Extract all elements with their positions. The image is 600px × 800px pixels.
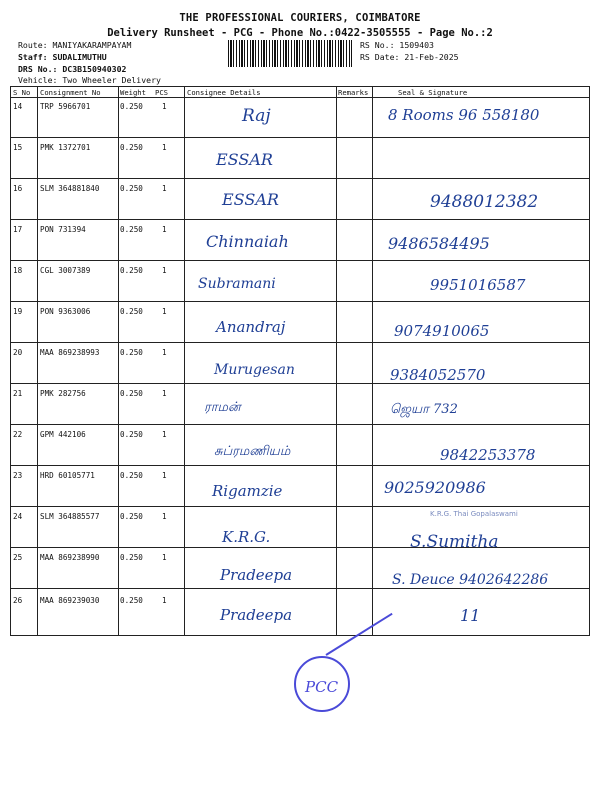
row-sno: 15 (13, 143, 23, 152)
row-weight: 0.250 (120, 307, 143, 316)
col-header-consignment: Consignment No (40, 88, 101, 97)
row-weight: 0.250 (120, 143, 143, 152)
row-weight: 0.250 (120, 553, 143, 562)
row-consignment: GPM 442106 (40, 430, 86, 439)
row-signature-handwritten: 9842253378 (440, 446, 536, 464)
row-signature-handwritten: ஜெயா 732 (390, 402, 458, 417)
row-consignee-handwritten: சுப்ரமணியம் (214, 444, 291, 459)
row-pcs: 1 (162, 184, 167, 193)
row-consignee-handwritten: ESSAR (216, 150, 273, 169)
row-consignment: PON 731394 (40, 225, 86, 234)
runsheet-subtitle: Delivery Runsheet - PCG - Phone No.:0422-3505555 - Page No.:2 (107, 27, 493, 39)
row-consignee-handwritten: ராமன் (204, 400, 241, 415)
row-pcs: 1 (162, 348, 167, 357)
row-pcs: 1 (162, 596, 167, 605)
staff-name: SUDALIMUTHU (52, 52, 107, 62)
row-pcs: 1 (162, 143, 167, 152)
row-consignee-handwritten: Subramani (198, 276, 276, 292)
col-header-consignee: Consignee Details (187, 88, 261, 97)
row-consignment: PON 9363006 (40, 307, 91, 316)
row-consignee-handwritten: ESSAR (222, 190, 279, 209)
barcode (228, 40, 352, 67)
row-signature-handwritten: 9384052570 (390, 366, 486, 384)
row-sno: 17 (13, 225, 23, 234)
row-consignment: HRD 60105771 (40, 471, 95, 480)
rs-date: RS Date: 21-Feb-2025 (360, 52, 459, 62)
row-signature-handwritten: 8 Rooms 96 558180 (388, 106, 540, 124)
row-consignee-handwritten: Pradeepa (220, 566, 293, 584)
row-signature-handwritten: 11 (460, 606, 481, 625)
col-header-sno: S No (13, 88, 31, 97)
row-pcs: 1 (162, 307, 167, 316)
row-consignment: MAA 869239030 (40, 596, 100, 605)
row-pcs: 1 (162, 512, 167, 521)
stamp-label: PCC (305, 678, 339, 696)
runsheet-title: THE PROFESSIONAL COURIERS, COIMBATORE (179, 12, 421, 24)
row-consignee-handwritten: Rigamzie (212, 482, 283, 500)
row-sno: 20 (13, 348, 23, 357)
row-sno: 23 (13, 471, 23, 480)
row-consignment: MAA 869238990 (40, 553, 100, 562)
row-consignment: PMK 282756 (40, 389, 86, 398)
row-consignment: CGL 3007389 (40, 266, 91, 275)
row-weight: 0.250 (120, 266, 143, 275)
row-sno: 18 (13, 266, 23, 275)
row-sno: 21 (13, 389, 23, 398)
col-header-remarks: Remarks (338, 88, 369, 97)
rs-number: RS No.: 1509403 (360, 40, 434, 50)
faint-stamp-text: K.R.G. Thai Gopalaswami (430, 510, 518, 518)
row-sno: 25 (13, 553, 23, 562)
row-sno: 26 (13, 596, 23, 605)
route-label: Route: MANIYAKARAMPAYAM (18, 40, 132, 50)
row-weight: 0.250 (120, 102, 143, 111)
row-sno: 14 (13, 102, 23, 111)
row-consignee-handwritten: Pradeepa (220, 606, 293, 624)
drs-number: DRS No.: DC3B150940302 (18, 64, 127, 74)
row-sno: 24 (13, 512, 23, 521)
row-pcs: 1 (162, 553, 167, 562)
row-sno: 19 (13, 307, 23, 316)
row-signature-handwritten: S.Sumitha (410, 532, 499, 552)
row-weight: 0.250 (120, 430, 143, 439)
row-consignment: TRP 5966701 (40, 102, 91, 111)
row-consignee-handwritten: Chinnaiah (206, 232, 289, 251)
row-pcs: 1 (162, 471, 167, 480)
row-weight: 0.250 (120, 225, 143, 234)
row-consignee-handwritten: Anandraj (216, 318, 286, 336)
row-weight: 0.250 (120, 512, 143, 521)
row-pcs: 1 (162, 266, 167, 275)
row-consignment: MAA 869238993 (40, 348, 100, 357)
row-consignment: SLM 364881840 (40, 184, 100, 193)
row-weight: 0.250 (120, 389, 143, 398)
row-weight: 0.250 (120, 596, 143, 605)
row-weight: 0.250 (120, 348, 143, 357)
row-weight: 0.250 (120, 471, 143, 480)
row-weight: 0.250 (120, 184, 143, 193)
row-signature-handwritten: 9025920986 (384, 478, 486, 497)
col-header-weight: Weight (120, 88, 146, 97)
row-signature-handwritten: 9951016587 (430, 276, 526, 294)
col-header-signature: Seal & Signature (398, 88, 468, 97)
vehicle-info: Vehicle: Two Wheeler Delivery (18, 75, 161, 85)
row-signature-handwritten: S. Deuce 9402642286 (392, 572, 549, 588)
col-header-pcs: PCS (155, 88, 168, 97)
row-sno: 22 (13, 430, 23, 439)
row-pcs: 1 (162, 225, 167, 234)
runsheet-table (10, 86, 590, 636)
row-consignment: SLM 364885577 (40, 512, 100, 521)
row-pcs: 1 (162, 389, 167, 398)
row-pcs: 1 (162, 430, 167, 439)
row-signature-handwritten: 9488012382 (430, 192, 539, 212)
row-consignment: PMK 1372701 (40, 143, 91, 152)
row-consignee-handwritten: K.R.G. (222, 528, 271, 546)
staff-label: Staff: (18, 52, 48, 62)
row-consignee-handwritten: Murugesan (214, 362, 295, 378)
row-signature-handwritten: 9486584495 (388, 234, 490, 253)
row-pcs: 1 (162, 102, 167, 111)
staff-line (18, 52, 107, 63)
row-consignee-handwritten: Raj (242, 106, 271, 126)
row-sno: 16 (13, 184, 23, 193)
row-signature-handwritten: 9074910065 (394, 322, 490, 340)
